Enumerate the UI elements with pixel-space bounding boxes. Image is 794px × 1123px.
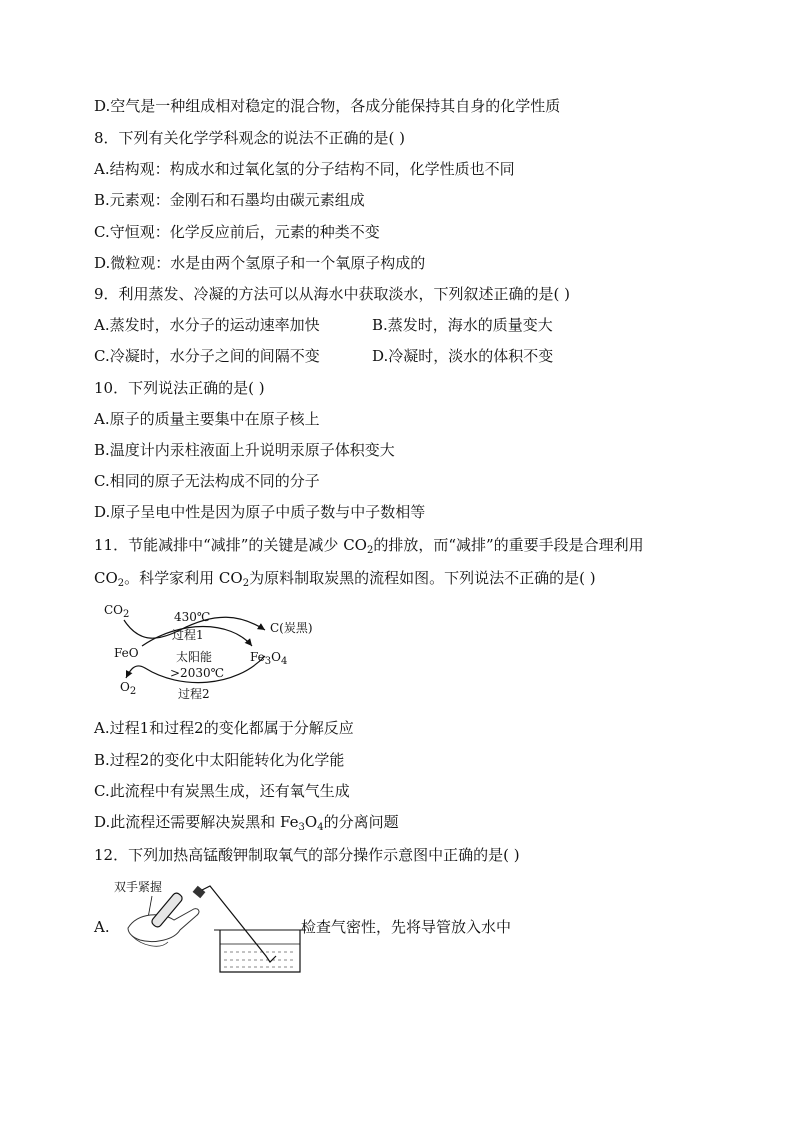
process-2-label: 过程2 [178, 687, 210, 701]
q8-option-a: A.结构观：构成水和过氧化氢的分子结构不同，化学性质也不同 [94, 160, 515, 178]
q11d-sub-1: 3 [298, 822, 305, 833]
question-8: 8．下列有关化学学科观念的说法不正确的是( ) [94, 129, 406, 147]
fe3o4-label [250, 650, 288, 667]
co2-sub: 2 [123, 609, 130, 620]
question-10: 10．下列说法正确的是( ) [94, 379, 265, 397]
fe3o4-o: O [271, 650, 281, 664]
q8-option-c: C.守恒观：化学反应前后，元素的种类不变 [94, 223, 380, 241]
q12-option-a-text: 检查气密性，先将导管放入水中 [301, 918, 512, 936]
q9-option-a: A.蒸发时，水分子的运动速率加快 [94, 316, 320, 334]
co2-label [104, 603, 130, 620]
q8-option-b: B.元素观：金刚石和石墨均由碳元素组成 [94, 191, 365, 209]
temp-430-label: 430℃ [174, 610, 211, 624]
q9-row-ab [94, 315, 694, 335]
question-11-line1 [94, 535, 644, 555]
carbon-label: C(炭黑) [270, 621, 313, 635]
process-1-label: 过程1 [172, 628, 204, 642]
q11-option-c: C.此流程中有炭黑生成，还有氧气生成 [94, 782, 350, 800]
q11-sub-1: 2 [366, 545, 374, 556]
q11b-text-3: 为原料制取炭黑的流程如图。下列说法不正确的是( ) [249, 569, 596, 587]
stopper-icon [193, 886, 206, 899]
q11-text-1: 11．节能减排中“减排”的关键是减少 CO [94, 536, 367, 554]
q10-option-d: D.原子呈电中性是因为原子中质子数与中子数相等 [94, 503, 426, 521]
feo-label: FeO [114, 646, 139, 660]
q11-option-b: B.过程2的变化中太阳能转化为化学能 [94, 751, 345, 769]
co2-to-carbon-flow-diagram [100, 600, 340, 700]
q10-option-c: C.相同的原子无法构成不同的分子 [94, 472, 320, 490]
q10-option-b: B.温度计内汞柱液面上升说明汞原子体积变大 [94, 441, 395, 459]
q11d-text-1: D.此流程还需要解决炭黑和 Fe [94, 813, 299, 831]
q10-option-a: A.原子的质量主要集中在原子核上 [94, 410, 320, 428]
question-11-line2 [94, 568, 596, 588]
q7-option-d: D.空气是一种组成相对稳定的混合物，各成分能保持其自身的化学性质 [94, 97, 561, 115]
airtightness-check-illustration [110, 876, 310, 976]
question-9: 9．利用蒸发、冷凝的方法可以从海水中获取淡水，下列叙述正确的是( ) [94, 285, 571, 303]
water-trough-icon [220, 930, 300, 972]
q11-option-d [94, 812, 399, 832]
fe3o4-sub1: 3 [264, 656, 272, 667]
q11d-sub-2: 4 [317, 822, 324, 833]
q11b-text-2: 。科学家利用 CO [124, 569, 243, 587]
q11-option-a: A.过程1和过程2的变化都属于分解反应 [94, 719, 354, 737]
fe3o4-fe: Fe [250, 650, 265, 664]
q11b-sub-1: 2 [117, 578, 125, 589]
co2-text: CO [104, 603, 124, 617]
q11-text-2: 的排放，而“减排”的重要手段是合理利用 [373, 536, 644, 554]
q9-option-b: B.蒸发时，海水的质量变大 [372, 316, 553, 334]
q9-option-d: D.冷凝时，淡水的体积不变 [372, 347, 554, 365]
q9-option-c: C.冷凝时，水分子之间的间隔不变 [94, 347, 320, 365]
q11d-text-2: O [304, 813, 318, 831]
q8-option-d: D.微粒观：水是由两个氢原子和一个氧原子构成的 [94, 254, 426, 272]
q11d-text-3: 的分离问题 [323, 813, 399, 831]
delivery-tube-icon [202, 886, 276, 962]
o2-sub: 2 [129, 686, 137, 697]
o2-text: O [120, 680, 130, 694]
q9-row-cd [94, 346, 694, 366]
hands-grip-label: 双手紧握 [114, 880, 163, 894]
q11b-sub-2: 2 [242, 578, 250, 589]
temp-2030-label: >2030℃ [170, 666, 225, 680]
q11b-text-1: CO [94, 569, 118, 587]
q12-option-a-label: A. [94, 918, 110, 936]
o2-label [120, 680, 137, 697]
question-12: 12．下列加热高锰酸钾制取氧气的部分操作示意图中正确的是( ) [94, 846, 520, 864]
solar-energy-label: 太阳能 [176, 650, 213, 664]
fe3o4-sub2: 4 [281, 656, 288, 667]
